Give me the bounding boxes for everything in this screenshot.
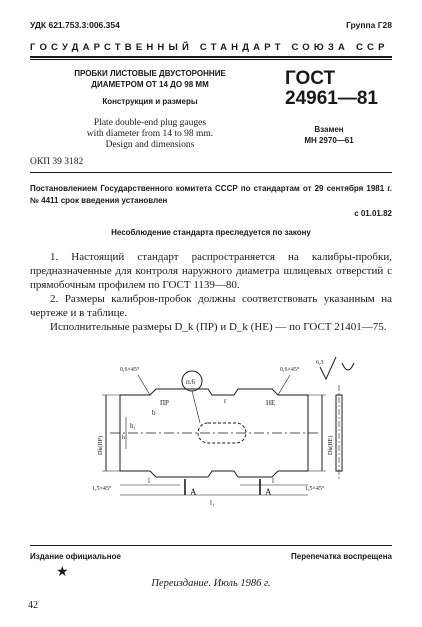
mark-ne: НЕ bbox=[266, 399, 276, 407]
title-russian bbox=[60, 68, 240, 90]
mark-chamfer-right: 1,5×45° bbox=[305, 486, 325, 492]
mark-a-left: A bbox=[190, 487, 197, 497]
title-ru-line2: ДИАМЕТРОМ ОТ 14 ДО 98 ММ bbox=[91, 80, 209, 89]
paragraph-3: Исполнительные размеры D_k (ПР) и D_k (НЕ) — по ГОСТ 21401—75. bbox=[50, 321, 387, 333]
reissue-note: Переиздание. Июль 1986 г. bbox=[151, 578, 271, 589]
mark-b: b bbox=[152, 409, 156, 417]
mark-dk-pr: Dk(ПР) bbox=[98, 436, 104, 455]
header-rule bbox=[30, 56, 392, 58]
replaces-block bbox=[285, 124, 373, 146]
title-subtitle: Конструкция и размеры bbox=[102, 97, 198, 106]
page-number: 42 bbox=[28, 600, 38, 611]
paragraph-1: 1. Настоящий стандарт распространяется на калибры-пробки, предназначенные для контроля наружного диаметра шлицевых отверстий с прямобочным профилем по ГОСТ 1139—80. bbox=[30, 251, 392, 291]
gost-number: 24961—81 bbox=[285, 88, 378, 109]
mark-l: l bbox=[148, 477, 150, 485]
udk-code: УДК 621.753.3:006.354 bbox=[30, 20, 120, 30]
replaces-value: МН 2970—61 bbox=[304, 136, 354, 145]
state-standard-line: ГОСУДАРСТВЕННЫЙ СТАНДАРТ СОЮЗА ССР bbox=[30, 42, 389, 53]
mark-h1: h₁ bbox=[130, 422, 136, 430]
okp-rule bbox=[30, 172, 392, 173]
mark-h: h bbox=[122, 435, 125, 441]
mark-p6: п.6 bbox=[186, 378, 195, 386]
roughness-unmachined-icon bbox=[342, 363, 354, 370]
paragraph-2: 2. Размеры калибров-пробок должны соответствовать указанным на чертеже и в таблице. bbox=[30, 293, 392, 319]
title-en-line1: Plate double-end plug gauges bbox=[93, 118, 207, 128]
mark-dim-tl: 0,6×45° bbox=[120, 367, 140, 373]
official-edition: Издание официальное bbox=[30, 552, 121, 561]
mark-chamfer-left: 1,5×45° bbox=[92, 486, 112, 492]
effective-date: с 01.01.82 bbox=[354, 209, 392, 218]
okp-code: ОКП 39 3182 bbox=[30, 157, 84, 167]
decree-text: Постановлением Государственного комитета СССР по стандартам от 29 сентября 1981 г. № 4411 срок введения установлен bbox=[30, 184, 392, 205]
title-english bbox=[60, 118, 240, 151]
mark-l1: l₁ bbox=[210, 499, 215, 507]
mark-r: r bbox=[224, 397, 227, 405]
title-ru-line1: ПРОБКИ ЛИСТОВЫЕ ДВУСТОРОННИЕ bbox=[74, 69, 226, 78]
title-en-line2: with diameter from 14 to 98 mm. bbox=[86, 129, 214, 139]
star-icon: ★ bbox=[56, 565, 69, 580]
gauge-drawing bbox=[90, 355, 360, 520]
title-en-line3: Design and dimensions bbox=[105, 140, 195, 150]
mark-l2: l bbox=[272, 477, 274, 485]
violation-notice: Несоблюдение стандарта преследуется по закону bbox=[111, 228, 311, 237]
group-code: Группа Г28 bbox=[346, 20, 392, 30]
mark-a-right: A bbox=[265, 487, 272, 497]
mark-dk-ne: Dk(НЕ) bbox=[328, 435, 334, 455]
replaces-label: Взамен bbox=[314, 125, 344, 134]
footer-rule bbox=[30, 545, 392, 546]
reprint-prohibited: Перепечатка воспрещена bbox=[291, 552, 392, 561]
mark-pr: ПР bbox=[160, 399, 169, 407]
gost-label: ГОСТ bbox=[285, 68, 336, 89]
mark-dim-tr: 0,6×45° bbox=[280, 367, 300, 373]
mark-roughness: 6,3 bbox=[316, 360, 324, 366]
header-rule-thin bbox=[30, 59, 392, 60]
